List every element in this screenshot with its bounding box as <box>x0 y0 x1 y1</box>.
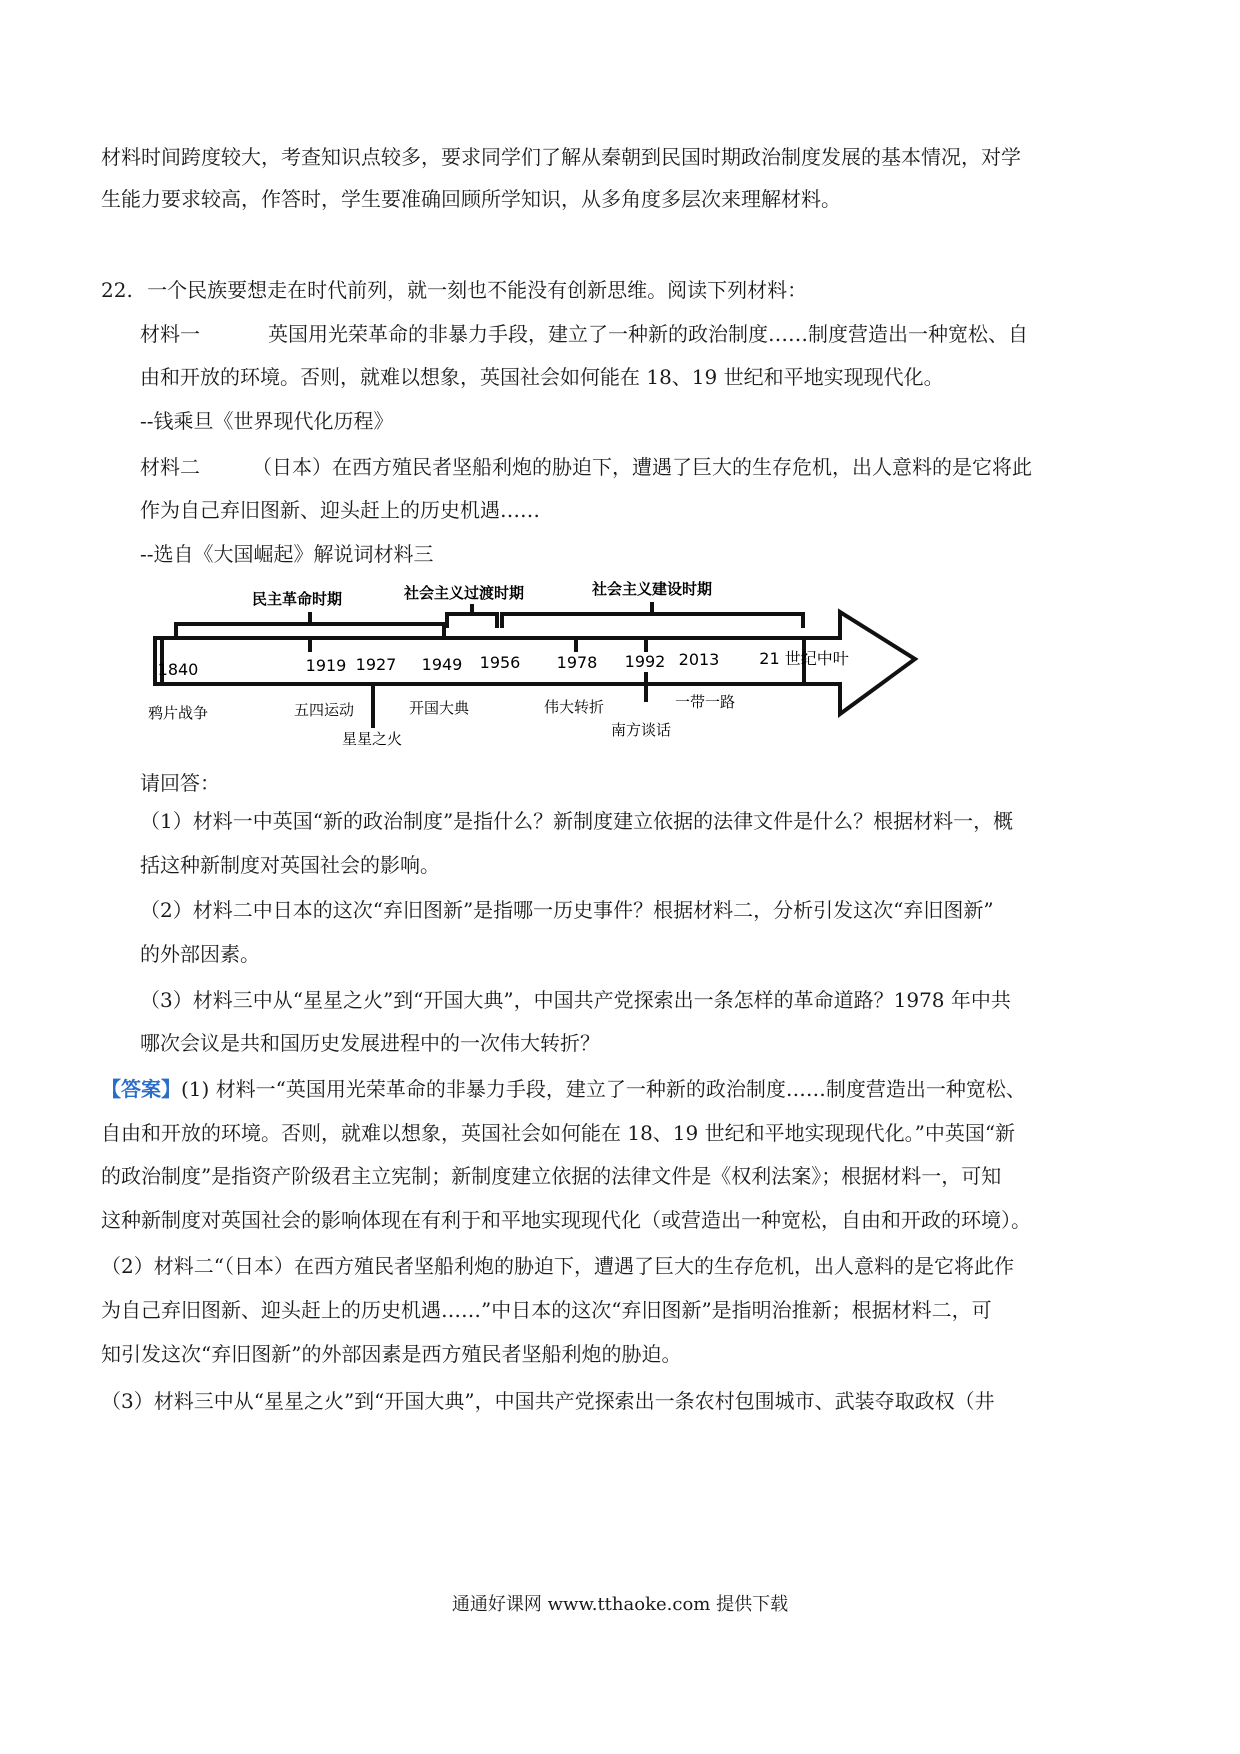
year-mid-21st-century: 21 世纪中叶 <box>759 649 849 668</box>
year-1992: 1992 <box>624 652 666 671</box>
page-footer: 通通好课网 www.tthaoke.com 提供下载 <box>451 1594 789 1615</box>
material-1-line-2: 由和开放的环境。否则，就难以想象，英国社会如何能在 18、19 世纪和平地实现现代化。 <box>140 365 944 389</box>
subquestion-1-line-1: （1）材料一中英国“新的政治制度”是指什么？新制度建立依据的法律文件是什么？根据材料一，概 <box>140 809 1014 833</box>
year-1978: 1978 <box>556 653 598 672</box>
subquestion-3-line-2: 哪次会议是共和国历史发展进程中的一次伟大转折？ <box>140 1031 600 1055</box>
period-socialist-construction: 社会主义建设时期 <box>591 580 713 598</box>
question-number: 22. <box>101 278 133 302</box>
event-belt-and-road: 一带一路 <box>674 693 736 711</box>
year-1840: 1840 <box>157 660 199 679</box>
year-1919: 1919 <box>305 656 347 675</box>
answer-2-line-3: 知引发这次“弃旧图新”的外部因素是西方殖民者坚船利炮的胁迫。 <box>101 1342 682 1366</box>
event-opium-war: 鸦片战争 <box>147 704 209 722</box>
event-may-fourth: 五四运动 <box>293 701 355 719</box>
event-single-spark: 星星之火 <box>341 730 403 748</box>
year-1949: 1949 <box>421 655 463 674</box>
material-2-line-2: 作为自己弃旧图新、迎头赶上的历史机遇…… <box>140 498 540 522</box>
answer-1-line-4: 这种新制度对英国社会的影响体现在有利于和平地实现现代化（或营造出一种宽松，自由和开政的环境）。 <box>101 1208 1031 1232</box>
analysis-line-1: 材料时间跨度较大，考查知识点较多，要求同学们了解从秦朝到民国时期政治制度发展的基本情况，对学 <box>101 145 1021 169</box>
answer-1-line-3: 的政治制度”是指资产阶级君主立宪制；新制度建立依据的法律文件是《权利法案》；根据材料一，可知 <box>101 1164 1002 1188</box>
answer-3-line-1: （3）材料三中从“星星之火”到“开国大典”，中国共产党探索出一条农村包围城市、武装夺取政权（井 <box>101 1389 995 1413</box>
question-stem-text: 一个民族要想走在时代前列，就一刻也不能没有创新思维。阅读下列材料： <box>147 278 808 302</box>
answer-2-line-1: （2）材料二“（日本）在西方殖民者坚船利炮的胁迫下，遭遇了巨大的生存危机，出人意料的是它将此作 <box>101 1254 1014 1278</box>
subquestion-1-line-2: 括这种新制度对英国社会的影响。 <box>140 853 440 877</box>
analysis-line-2: 生能力要求较高，作答时，学生要准确回顾所学知识，从多角度多层次来理解材料。 <box>101 187 841 211</box>
timeline-figure <box>140 572 930 762</box>
subquestion-2-line-1: （2）材料二中日本的这次“弃旧图新”是指哪一历史事件？根据材料二，分析引发这次“弃旧图新” <box>140 898 994 922</box>
year-1927: 1927 <box>355 655 397 674</box>
year-1956: 1956 <box>479 653 521 672</box>
material-1-label: 材料一 <box>140 322 200 346</box>
answer-2-line-2: 为自己弃旧图新、迎头赶上的历史机遇……”中日本的这次“弃旧图新”是指明治推新；根据材料二，可 <box>101 1298 992 1322</box>
subquestion-3-line-1: （3）材料三中从“星星之火”到“开国大典”，中国共产党探索出一条怎样的革命道路？1978 年中共 <box>140 988 1011 1012</box>
event-great-turning-point: 伟大转折 <box>543 698 605 716</box>
material-2-line-1: （日本）在西方殖民者坚船利炮的胁迫下，遭遇了巨大的生存危机，出人意料的是它将此 <box>252 455 1032 479</box>
answer-line-1 <box>101 1076 1026 1102</box>
event-southern-tour: 南方谈话 <box>610 721 672 739</box>
material-2-source: --选自《大国崛起》解说词材料三 <box>140 542 434 566</box>
subquestion-2-line-2: 的外部因素。 <box>140 942 260 966</box>
answer-tag: 【答案】 <box>101 1077 181 1101</box>
answer-1-line-2: 自由和开放的环境。否则，就难以想象，英国社会如何能在 18、19 世纪和平地实现现代化。”中英国“新 <box>101 1121 1016 1145</box>
period-democratic-revolution: 民主革命时期 <box>251 590 343 608</box>
question-stem <box>101 277 807 303</box>
material-2-label: 材料二 <box>140 455 200 479</box>
year-2013: 2013 <box>678 650 720 669</box>
material-1-line-1: 英国用光荣革命的非暴力手段，建立了一种新的政治制度……制度营造出一种宽松、自 <box>268 322 1028 346</box>
material-1-source: --钱乘旦《世界现代化历程》 <box>140 409 394 433</box>
period-socialist-transition: 社会主义过渡时期 <box>403 584 525 602</box>
answer-1-line-1: (1) 材料一“英国用光荣革命的非暴力手段，建立了一种新的政治制度……制度营造出一种宽松、 <box>181 1077 1026 1101</box>
answer-prompt: 请回答： <box>140 771 220 795</box>
event-founding-ceremony: 开国大典 <box>408 699 470 717</box>
